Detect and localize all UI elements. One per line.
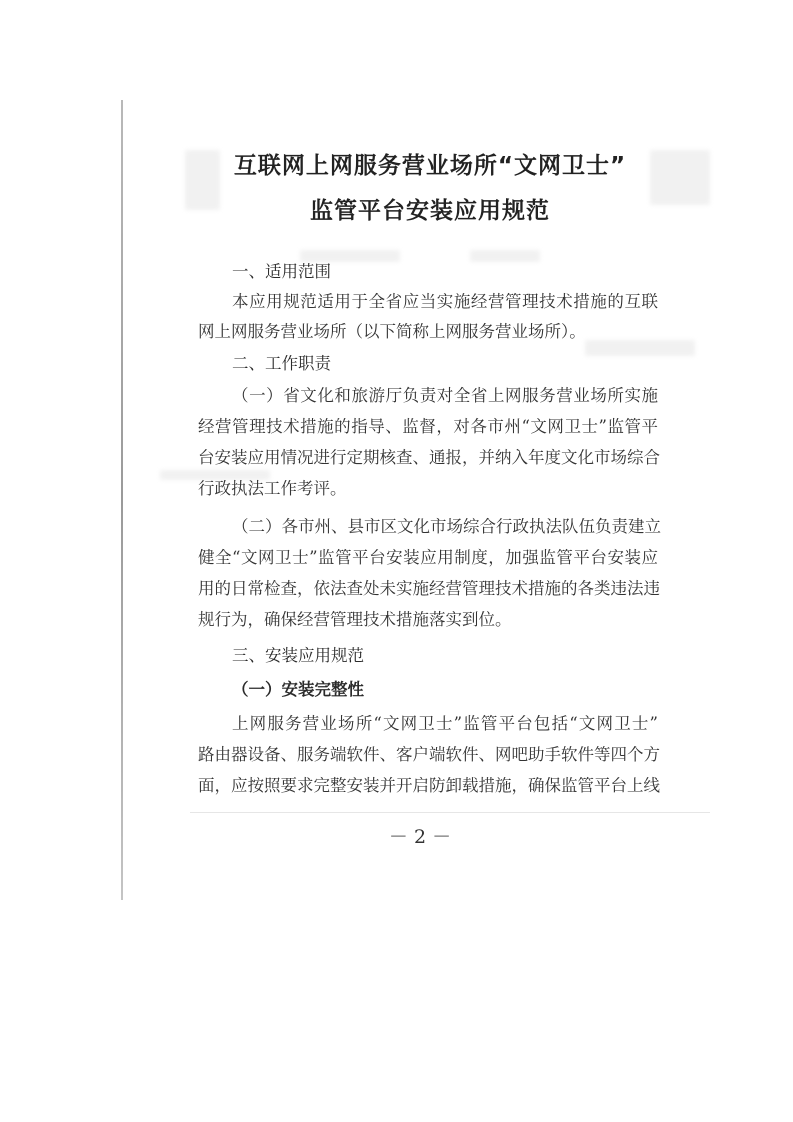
section-heading-scope: 一、适用范围 bbox=[232, 262, 331, 281]
paragraph-line: 规行为，确保经营管理技术措施落实到位。 bbox=[198, 610, 512, 629]
bleed-through-mark bbox=[585, 340, 695, 356]
paragraph-line: 用的日常检查，依法查处未实施经营管理技术措施的各类违法违 bbox=[198, 579, 660, 598]
paragraph-line: 经营管理技术措施的指导、监督，对各市州“文网卫士”监管平 bbox=[198, 417, 658, 436]
paragraph-line: 本应用规范适用于全省应当实施经营管理技术措施的互联 bbox=[232, 292, 658, 311]
document-title-line-2: 监管平台安装应用规范 bbox=[310, 198, 550, 224]
bleed-through-mark bbox=[470, 250, 540, 262]
paragraph-line: 上网服务营业场所“文网卫士”监管平台包括“文网卫士” bbox=[232, 714, 658, 733]
paragraph-line: 台安装应用情况进行定期核查、通报，并纳入年度文化市场综合 bbox=[198, 448, 660, 467]
paragraph-line: 路由器设备、服务端软件、客户端软件、网吧助手软件等四个方 bbox=[198, 745, 660, 764]
paragraph-line: （二）各市州、县市区文化市场综合行政执法队伍负责建立 bbox=[232, 517, 661, 536]
paragraph-line: 健全“文网卫士”监管平台安装应用制度，加强监管平台安装应 bbox=[198, 548, 658, 567]
document-title-line-1: 互联网上网服务营业场所“文网卫士” bbox=[233, 153, 627, 179]
subsection-heading-completeness: （一）安装完整性 bbox=[232, 680, 364, 699]
section-heading-duties: 二、工作职责 bbox=[232, 354, 331, 373]
page-left-edge-line bbox=[121, 100, 123, 900]
paragraph-line: 网上网服务营业场所（以下简称上网服务营业场所）。 bbox=[198, 322, 586, 341]
paragraph-line: 面，应按照要求完整安装并开启防卸载措施，确保监管平台上线 bbox=[198, 776, 660, 795]
page-number: － 2 － bbox=[388, 826, 452, 848]
section-heading-install-spec: 三、安装应用规范 bbox=[232, 646, 364, 665]
faint-rule bbox=[190, 812, 710, 813]
paragraph-line: （一）省文化和旅游厅负责对全省上网服务营业场所实施 bbox=[232, 386, 658, 405]
paragraph-line: 行政执法工作考评。 bbox=[198, 479, 347, 498]
